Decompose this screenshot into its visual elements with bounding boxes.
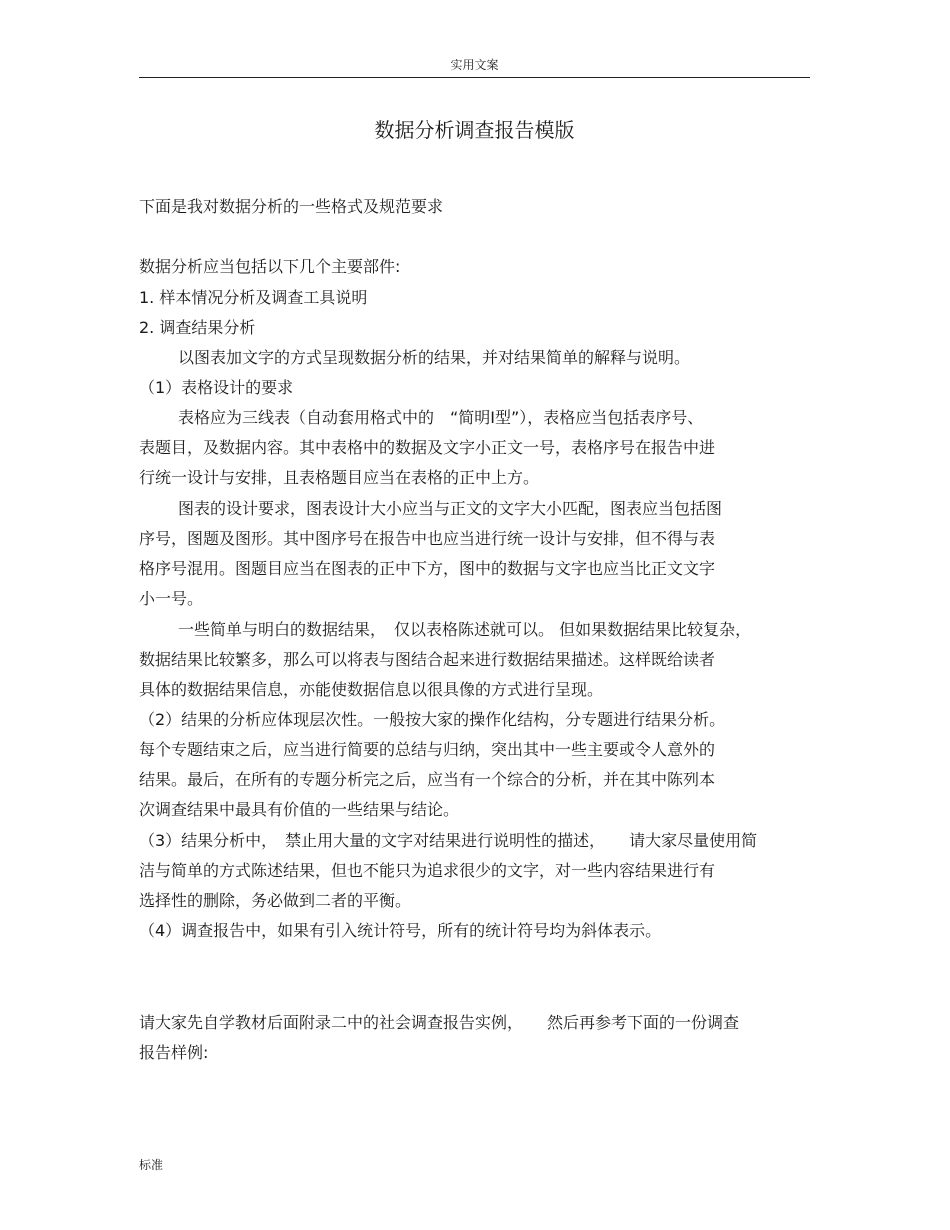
paragraph-line: 表题目，及数据内容。其中表格中的数据及文字小正文一号，表格序号在报告中进 [139,438,716,457]
list-item-1: 1. 样本情况分析及调查工具说明 [139,288,368,307]
paragraph-line: 一些简单与明白的数据结果， 仅以表格陈述就可以。 但如果数据结果比较复杂， [178,620,752,639]
paragraph-line: 每个专题结束之后，应当进行简要的总结与归纳，突出其中一些主要或令人意外的 [139,740,716,759]
subheading-3: （3）结果分析中， 禁止用大量的文字对结果进行说明性的描述， 请大家尽量使用简 [139,831,758,850]
header-rule [139,77,810,78]
paragraph-line: 序号，图题及图形。其中图序号在报告中也应当进行统一设计与安排，但不得与表 [139,529,716,548]
components-heading: 数据分析应当包括以下几个主要部件: [139,257,401,276]
paragraph-line: 次调查结果中最具有价值的一些结果与结论。 [139,800,460,819]
page-header: 实用文案 [450,58,499,72]
closing-line: 请大家先自学教材后面附录二中的社会调查报告实例， 然后再参考下面的一份调查 [139,1013,740,1032]
page-footer: 标准 [139,1158,164,1172]
document-title: 数据分析调查报告模版 [374,118,575,142]
paragraph-line: 格序号混用。图题目应当在图表的正中下方，图中的数据与文字也应当比正文文字 [139,559,716,578]
subheading-4: （4）调查报告中，如果有引入统计符号，所有的统计符号均为斜体表示。 [139,921,662,940]
intro-line: 下面是我对数据分析的一些格式及规范要求 [139,197,444,216]
paragraph-line: 结果。最后，在所有的专题分析完之后，应当有一个综合的分析，并在其中陈列本 [139,770,716,789]
subheading-1: （1）表格设计的要求 [139,378,294,397]
list-item-2: 2. 调查结果分析 [139,318,256,337]
subheading-2: （2）结果的分析应体现层次性。一般按大家的操作化结构，分专题进行结果分析。 [139,710,726,729]
paragraph-line: 以图表加文字的方式呈现数据分析的结果，并对结果简单的解释与说明。 [178,348,691,367]
paragraph-line: 数据结果比较繁多，那么可以将表与图结合起来进行数据结果描述。这样既给读者 [139,650,716,669]
paragraph-line: 洁与简单的方式陈述结果，但也不能只为追求很少的文字，对一些内容结果进行有 [139,861,716,880]
closing-line: 报告样例: [139,1043,209,1062]
paragraph-line: 表格应为三线表（自动套用格式中的 “简明Ⅰ型”），表格应当包括表序号、 [178,408,704,427]
paragraph-line: 选择性的删除，务必做到二者的平衡。 [139,891,412,910]
paragraph-line: 具体的数据结果信息，亦能使数据信息以很具像的方式进行呈现。 [139,680,604,699]
paragraph-line: 行统一设计与安排，且表格题目应当在表格的正中上方。 [139,468,540,487]
paragraph-line: 图表的设计要求，图表设计大小应当与正文的文字大小匹配，图表应当包括图 [178,499,723,518]
paragraph-line: 小一号。 [139,589,204,608]
